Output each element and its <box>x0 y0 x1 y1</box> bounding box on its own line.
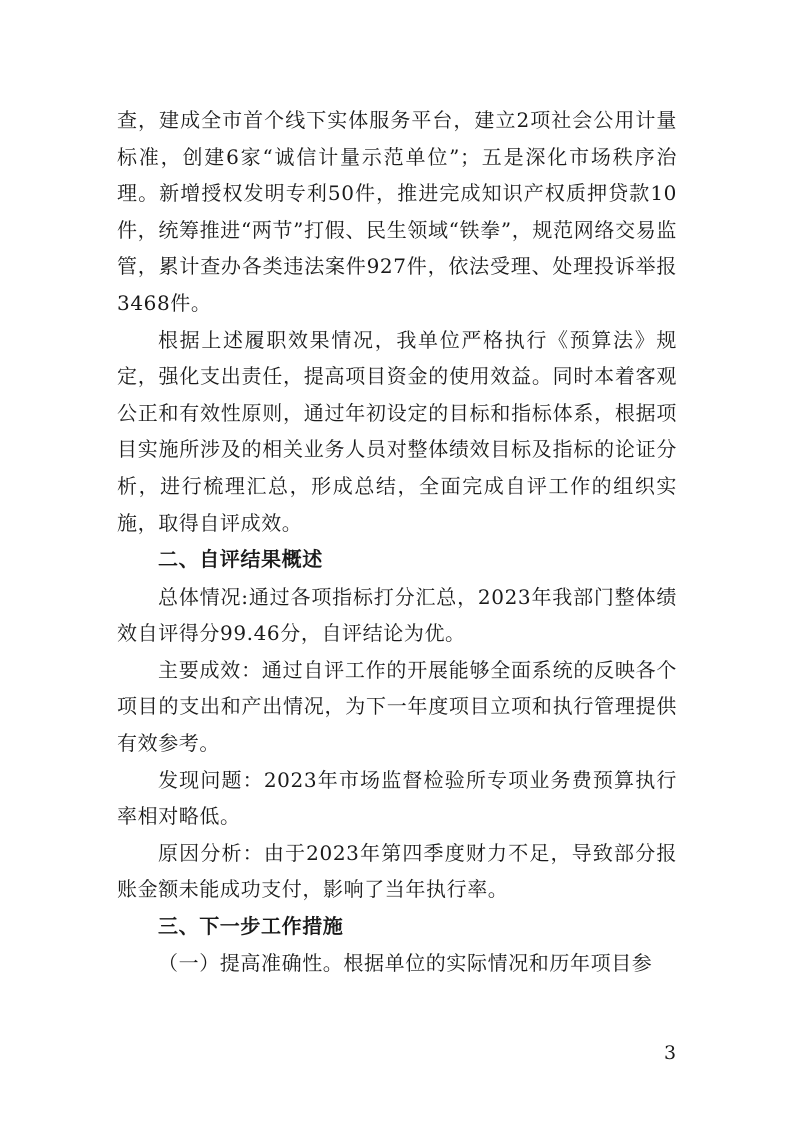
paragraph-cause-analysis: 原因分析：由于2023年第四季度财力不足，导致部分报账金额未能成功支付，影响了当年执行率。 <box>117 840 677 902</box>
section-heading-self-evaluation-results: 二、自评结果概述 <box>158 547 323 572</box>
section-heading-next-steps: 三、下一步工作措施 <box>158 913 344 938</box>
paragraph-performance-summary: 根据上述履职效果情况，我单位严格执行《预算法》规定，强化支出责任，提高项目资金的使用效益。同时本着客观公正和有效性原则，通过年初设定的目标和指标体系，根据项目实施所涉及的相关业务人员对整体绩效目标及指标的论证分析，进行梳理汇总，形成总结，全面完成自评工作的组织实施，取得自评成效。 <box>117 327 677 535</box>
paragraph-problems-found: 发现问题：2023年市场监督检验所专项业务费预算执行率相对略低。 <box>117 767 677 829</box>
paragraph-main-achievements: 主要成效：通过自评工作的开展能够全面系统的反映各个项目的支出和产出情况，为下一年度项目立项和执行管理提供有效参考。 <box>117 657 677 755</box>
page-number: 3 <box>664 1042 677 1064</box>
paragraph-improve-accuracy: （一）提高准确性。根据单位的实际情况和历年项目参 <box>158 951 653 976</box>
paragraph-overall-situation: 总体情况:通过各项指标打分汇总，2023年我部门整体绩效自评得分99.46分，自评结论为优。 <box>117 584 677 646</box>
document-body <box>117 102 677 982</box>
paragraph-continuation: 查，建成全市首个线下实体服务平台，建立2项社会公用计量标准，创建6家“诚信计量示范单位”；五是深化市场秩序治理。新增授权发明专利50件，推进完成知识产权质押贷款10件，统筹推进“两节”打假、民生领域“铁拳”，规范网络交易监管，累计查办各类违法案件927件，依法受理、处理投诉举报3468件。 <box>117 108 677 315</box>
